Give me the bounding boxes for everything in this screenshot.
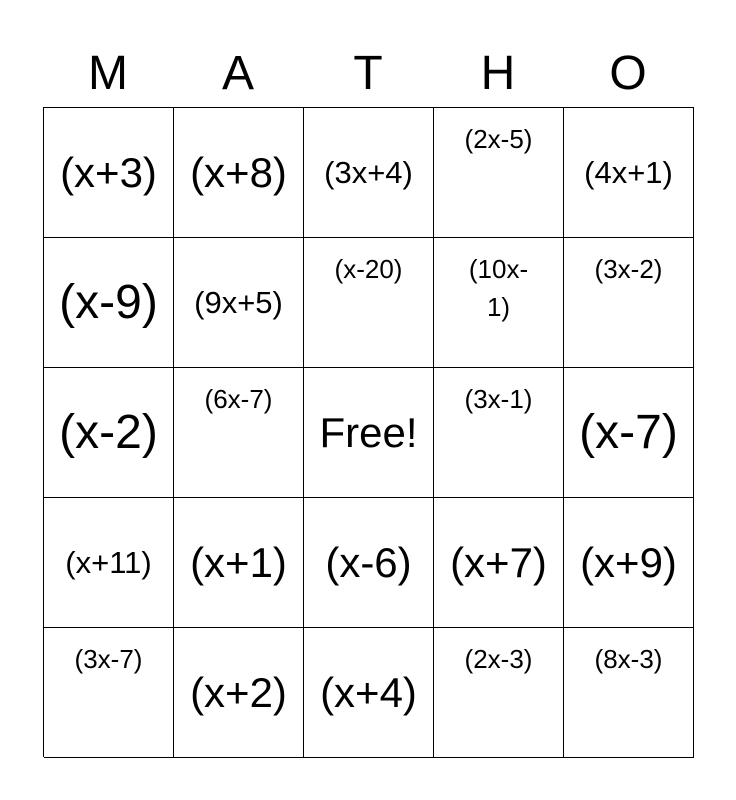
bingo-cell[interactable] bbox=[564, 498, 694, 628]
bingo-cell[interactable] bbox=[434, 238, 564, 368]
cell-label: (8x-3) bbox=[594, 644, 663, 674]
bingo-cell[interactable] bbox=[174, 108, 304, 238]
free-space-cell[interactable] bbox=[304, 368, 434, 498]
cell-label: (6x-7) bbox=[204, 384, 273, 414]
bingo-cell[interactable] bbox=[434, 498, 564, 628]
cell-label: (x-6) bbox=[325, 538, 412, 586]
cell-label: (x+9) bbox=[580, 538, 677, 586]
cell-label: (x-20) bbox=[334, 254, 403, 284]
bingo-board bbox=[43, 107, 694, 757]
bingo-cell[interactable] bbox=[174, 368, 304, 498]
bingo-cell[interactable] bbox=[44, 498, 174, 628]
bingo-cell[interactable] bbox=[304, 238, 434, 368]
bingo-cell[interactable] bbox=[304, 108, 434, 238]
bingo-cell[interactable] bbox=[304, 498, 434, 628]
bingo-header bbox=[43, 42, 693, 106]
bingo-cell[interactable] bbox=[44, 238, 174, 368]
bingo-cell[interactable] bbox=[434, 368, 564, 498]
header-letter-a: A bbox=[221, 47, 254, 100]
bingo-cell[interactable] bbox=[564, 368, 694, 498]
cell-label: (9x+5) bbox=[194, 284, 283, 320]
bingo-cell[interactable] bbox=[564, 238, 694, 368]
cell-label: (3x-2) bbox=[594, 254, 663, 284]
cell-label: (3x+4) bbox=[324, 154, 413, 190]
header-letter-m: M bbox=[88, 47, 128, 100]
bingo-cell[interactable] bbox=[434, 628, 564, 758]
cell-label: (2x-3) bbox=[464, 644, 533, 674]
cell-label: (x-2) bbox=[59, 406, 158, 459]
bingo-cell[interactable] bbox=[564, 108, 694, 238]
cell-label: (x+4) bbox=[320, 668, 417, 716]
bingo-cell[interactable] bbox=[44, 628, 174, 758]
cell-label: (4x+1) bbox=[584, 154, 673, 190]
bingo-cell[interactable] bbox=[434, 108, 564, 238]
bingo-cell[interactable] bbox=[174, 628, 304, 758]
bingo-cell[interactable] bbox=[564, 628, 694, 758]
cell-label: (x-9) bbox=[59, 276, 158, 329]
header-letter-t: T bbox=[353, 47, 383, 100]
bingo-cell[interactable] bbox=[174, 498, 304, 628]
cell-label: (x-7) bbox=[579, 406, 678, 459]
cell-label: (x+1) bbox=[190, 538, 287, 586]
cell-label: (10x-1) bbox=[468, 254, 529, 322]
bingo-cell[interactable] bbox=[44, 108, 174, 238]
cell-label: (x+11) bbox=[65, 544, 152, 580]
header-letter-h: H bbox=[480, 47, 516, 100]
cell-label: (3x-1) bbox=[464, 384, 533, 414]
bingo-cell[interactable] bbox=[174, 238, 304, 368]
header-letter-o: O bbox=[609, 47, 647, 100]
cell-label: (x+3) bbox=[60, 148, 157, 196]
free-space-label: Free! bbox=[319, 408, 418, 456]
cell-label: (3x-7) bbox=[74, 644, 143, 674]
bingo-cell[interactable] bbox=[304, 628, 434, 758]
cell-label: (x+2) bbox=[190, 668, 287, 716]
bingo-cell[interactable] bbox=[44, 368, 174, 498]
cell-label: (x+7) bbox=[450, 538, 547, 586]
cell-label: (x+8) bbox=[190, 148, 287, 196]
cell-label: (2x-5) bbox=[464, 124, 533, 154]
